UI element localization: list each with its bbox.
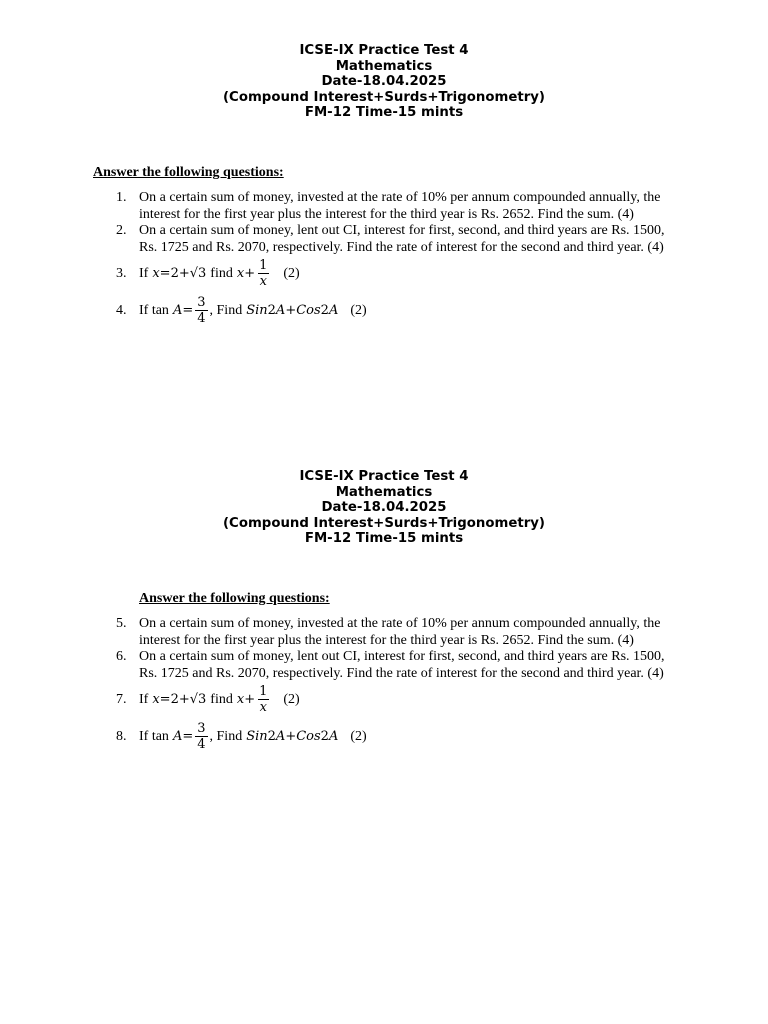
instructions-heading: Answer the following questions: bbox=[93, 165, 284, 180]
instructions-heading: Answer the following questions: bbox=[139, 591, 330, 606]
math-variable-a: A bbox=[328, 728, 339, 744]
math-plus: + bbox=[285, 302, 297, 318]
fraction-denominator: x bbox=[259, 274, 267, 289]
math-plus: + bbox=[285, 728, 297, 744]
question-item bbox=[0, 257, 674, 291]
fraction-denominator: 4 bbox=[197, 737, 206, 752]
question-word-find: find bbox=[210, 691, 233, 707]
header-marks-time: FM-12 Time-15 mints bbox=[304, 105, 464, 120]
math-variable-a: A bbox=[172, 728, 183, 744]
question-marks: (2) bbox=[350, 302, 367, 318]
question-number: 1. bbox=[116, 190, 127, 205]
header-subject: Mathematics bbox=[335, 58, 433, 74]
question-number: 4. bbox=[116, 303, 127, 318]
question-word-if-tan: If tan bbox=[139, 728, 169, 744]
question-number: 8. bbox=[116, 729, 127, 744]
question-word-find: find bbox=[210, 265, 233, 281]
math-equals: = bbox=[182, 728, 194, 744]
question-word-if-tan: If tan bbox=[139, 302, 169, 318]
fraction-numerator: 1 bbox=[259, 684, 268, 699]
math-equals: = bbox=[182, 302, 194, 318]
math-cos: Cos bbox=[296, 302, 321, 318]
math-expression: =2+√3 bbox=[159, 265, 207, 281]
header-title: ICSE-IX Practice Test 4 bbox=[299, 43, 469, 58]
question-item bbox=[0, 683, 674, 717]
math-fraction bbox=[195, 722, 207, 752]
question-item: 4. If tan A = $\frac{3}{4}$ , Find Sin 2 A + Cos 2 A (2) bbox=[116, 295, 367, 326]
math-cos: Cos bbox=[296, 728, 321, 744]
question-number: 7. bbox=[116, 692, 127, 707]
question-text: On a certain sum of money, invested at the rate of 10% per annum compounded annually, the interest for the first year plus the interest for the third year is Rs. 2652. Find the sum. (4) bbox=[139, 616, 661, 648]
question-marks: (2) bbox=[283, 691, 300, 707]
fraction-numerator: 3 bbox=[197, 721, 206, 736]
math-variable-x: x bbox=[236, 265, 245, 281]
fraction-denominator: x bbox=[259, 700, 267, 715]
question-text: On a certain sum of money, invested at the rate of 10% per annum compounded annually, the interest for the first year plus the interest for the third year is Rs. 2652. Find the sum. (4) bbox=[139, 190, 661, 222]
question-word-if: If bbox=[139, 265, 149, 281]
math-expression: =2+√3 bbox=[159, 691, 207, 707]
math-sin: Sin bbox=[246, 302, 268, 318]
question-item: 8. If tan A = $\frac{3}{4}$ , Find Sin 2 A + Cos 2 A (2) bbox=[116, 721, 367, 752]
question-list bbox=[0, 616, 768, 756]
question-number: 2. bbox=[116, 223, 127, 238]
math-variable-x: x bbox=[236, 691, 245, 707]
question-word-if: If bbox=[139, 691, 149, 707]
question-marks: (2) bbox=[350, 728, 367, 744]
question-number: 3. bbox=[116, 266, 127, 281]
test-header bbox=[0, 43, 768, 121]
question-item bbox=[0, 190, 674, 223]
math-plus: + bbox=[244, 691, 256, 707]
question-text: On a certain sum of money, lent out CI, interest for first, second, and third years are Rs. 1500, Rs. 1725 and Rs. 2070, respectively. Find the rate of interest for the second and third year. (4) bbox=[139, 649, 665, 681]
math-variable-a: A bbox=[328, 302, 339, 318]
question-list bbox=[0, 190, 768, 330]
math-variable-x: x bbox=[152, 691, 160, 707]
test-header bbox=[0, 469, 768, 547]
header-topics: (Compound Interest+Surds+Trigonometry) bbox=[222, 89, 546, 105]
fraction-denominator: 4 bbox=[197, 311, 206, 326]
header-date: Date-18.04.2025 bbox=[321, 500, 447, 515]
test-section-2 bbox=[0, 469, 768, 752]
question-marks: (2) bbox=[283, 265, 300, 281]
question-number: 5. bbox=[116, 616, 127, 631]
question-word-find: , Find bbox=[209, 302, 243, 318]
question-number: 6. bbox=[116, 649, 127, 664]
math-variable-a: A bbox=[275, 302, 286, 318]
math-plus: + bbox=[244, 265, 256, 281]
math-sin: Sin bbox=[246, 728, 268, 744]
math-variable-x: x bbox=[152, 265, 160, 281]
fraction-numerator: 1 bbox=[259, 258, 268, 273]
math-fraction bbox=[257, 685, 269, 715]
question-item bbox=[0, 223, 674, 256]
math-fraction bbox=[195, 296, 207, 326]
header-title: ICSE-IX Practice Test 4 bbox=[299, 469, 469, 484]
question-text: On a certain sum of money, lent out CI, interest for first, second, and third years are Rs. 1500, Rs. 1725 and Rs. 2070, respectively. Find the rate of interest for the second and third year. (4) bbox=[139, 223, 665, 255]
question-item bbox=[0, 649, 674, 682]
math-variable-a: A bbox=[275, 728, 286, 744]
header-date: Date-18.04.2025 bbox=[321, 74, 447, 89]
question-item bbox=[0, 616, 674, 649]
header-marks-time: FM-12 Time-15 mints bbox=[304, 531, 464, 546]
header-subject: Mathematics bbox=[335, 484, 433, 500]
math-variable-a: A bbox=[172, 302, 183, 318]
header-topics: (Compound Interest+Surds+Trigonometry) bbox=[222, 515, 546, 531]
fraction-numerator: 3 bbox=[197, 295, 206, 310]
test-section-1 bbox=[0, 43, 768, 326]
question-word-find: , Find bbox=[209, 728, 243, 744]
math-fraction bbox=[257, 259, 269, 289]
